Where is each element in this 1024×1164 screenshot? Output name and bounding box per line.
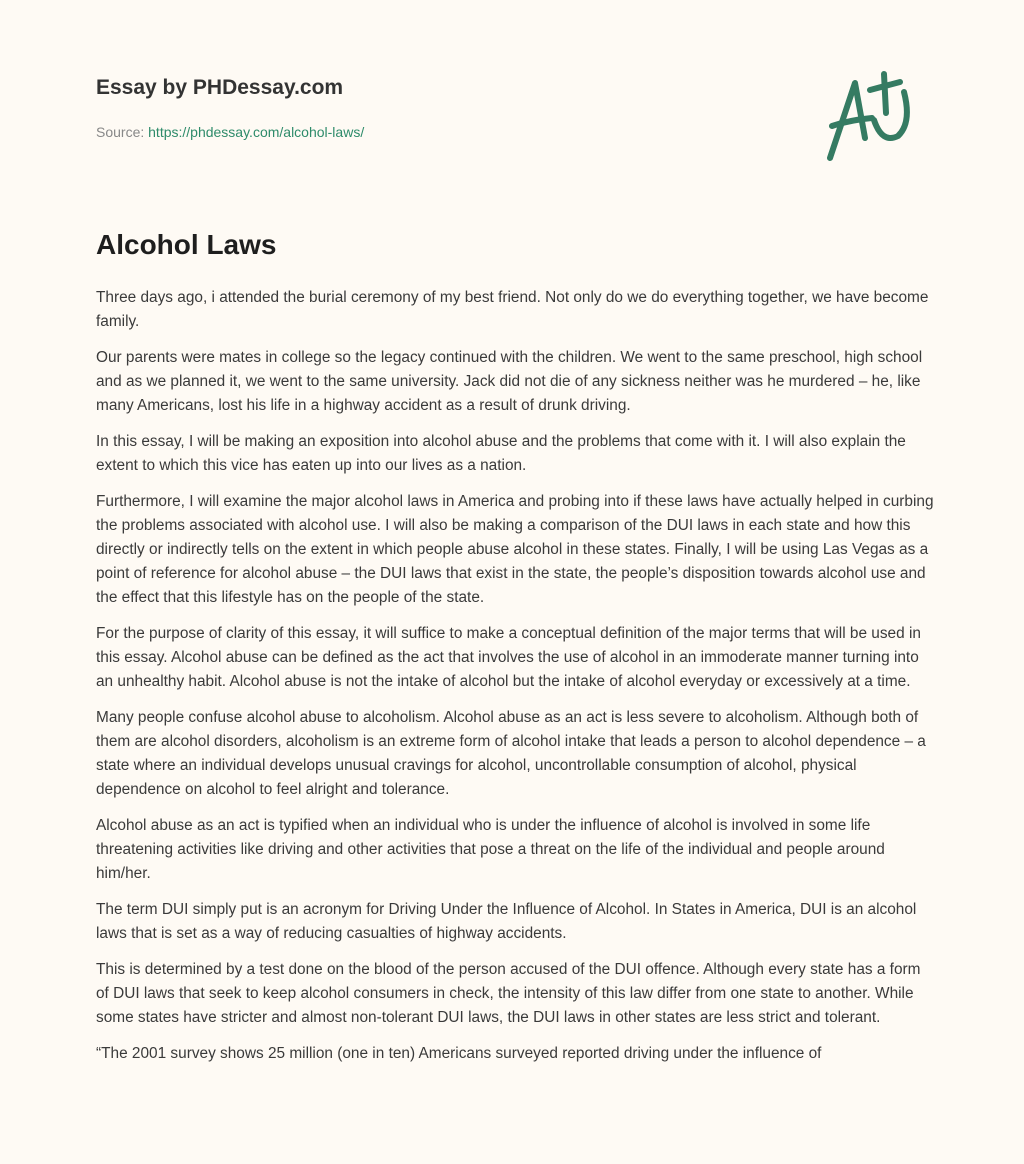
source-link[interactable]: https://phdessay.com/alcohol-laws/ bbox=[148, 124, 365, 140]
paragraph: Alcohol abuse as an act is typified when an individual who is under the influence of alcohol is involved in some life threatening activities like driving and other activities that pose a threat on the life of the individual and people around him/her. bbox=[96, 817, 885, 882]
paragraph: “The 2001 survey shows 25 million (one in ten) Americans surveyed reported driving under the influence of bbox=[96, 1045, 822, 1062]
site-title: Essay by PHDessay.com bbox=[96, 76, 344, 99]
source-label: Source: bbox=[96, 124, 145, 140]
paragraph: In this essay, I will be making an exposition into alcohol abuse and the problems that come with it. I will also explain the extent to which this vice has eaten up into our lives as a nation. bbox=[96, 433, 906, 474]
source-line bbox=[96, 124, 364, 140]
a-plus-logo-icon bbox=[820, 68, 930, 168]
paragraph: For the purpose of clarity of this essay, it will suffice to make a conceptual definition of the major terms that will be used in this essay. Alcohol abuse can be defined as the act that involves the use of alcohol in an immoderate manner turning into an unhealthy habit. Alcohol abuse is not the intake of alcohol but the intake of alcohol everyday or excessively at a time. bbox=[96, 625, 921, 690]
paragraph: Furthermore, I will examine the major alcohol laws in America and probing into if these laws have actually helped in curbing the problems associated with alcohol use. I will also be making a comparison of the DUI laws in each state and how this directly or indirectly tells on the extent in which people abuse alcohol in these states. Finally, I will be using Las Vegas as a point of reference for alcohol abuse – the DUI laws that exist in the state, the people’s disposition towards alcohol use and the effect that this lifestyle has on the people of the state. bbox=[96, 493, 934, 606]
essay-title: Alcohol Laws bbox=[96, 229, 277, 260]
essay-body bbox=[96, 226, 934, 1078]
paragraph: Three days ago, i attended the burial ceremony of my best friend. Not only do we do everything together, we have become family. bbox=[96, 289, 929, 330]
essay-header bbox=[96, 76, 364, 140]
paragraph: Our parents were mates in college so the legacy continued with the children. We went to the same preschool, high school and as we planned it, we went to the same university. Jack did not die of any sickness neither was he murdered – he, like many Americans, lost his life in a highway accident as a result of drunk driving. bbox=[96, 349, 923, 414]
paragraph: Many people confuse alcohol abuse to alcoholism. Alcohol abuse as an act is less severe to alcoholism. Although both of them are alcohol disorders, alcoholism is an extreme form of alcohol intake that leads a person to alcohol dependence – a state where an individual develops unusual cravings for alcohol, uncontrollable consumption of alcohol, physical dependence on alcohol to feel alright and tolerance. bbox=[96, 709, 926, 798]
paragraph: This is determined by a test done on the blood of the person accused of the DUI offence. Although every state has a form of DUI laws that seek to keep alcohol consumers in check, the intensity of this law differ from one state to another. While some states have stricter and almost non-tolerant DUI laws, the DUI laws in other states are less strict and tolerant. bbox=[96, 961, 921, 1026]
paragraph: The term DUI simply put is an acronym for Driving Under the Influence of Alcohol. In States in America, DUI is an alcohol laws that is set as a way of reducing casualties of highway accidents. bbox=[96, 901, 917, 942]
